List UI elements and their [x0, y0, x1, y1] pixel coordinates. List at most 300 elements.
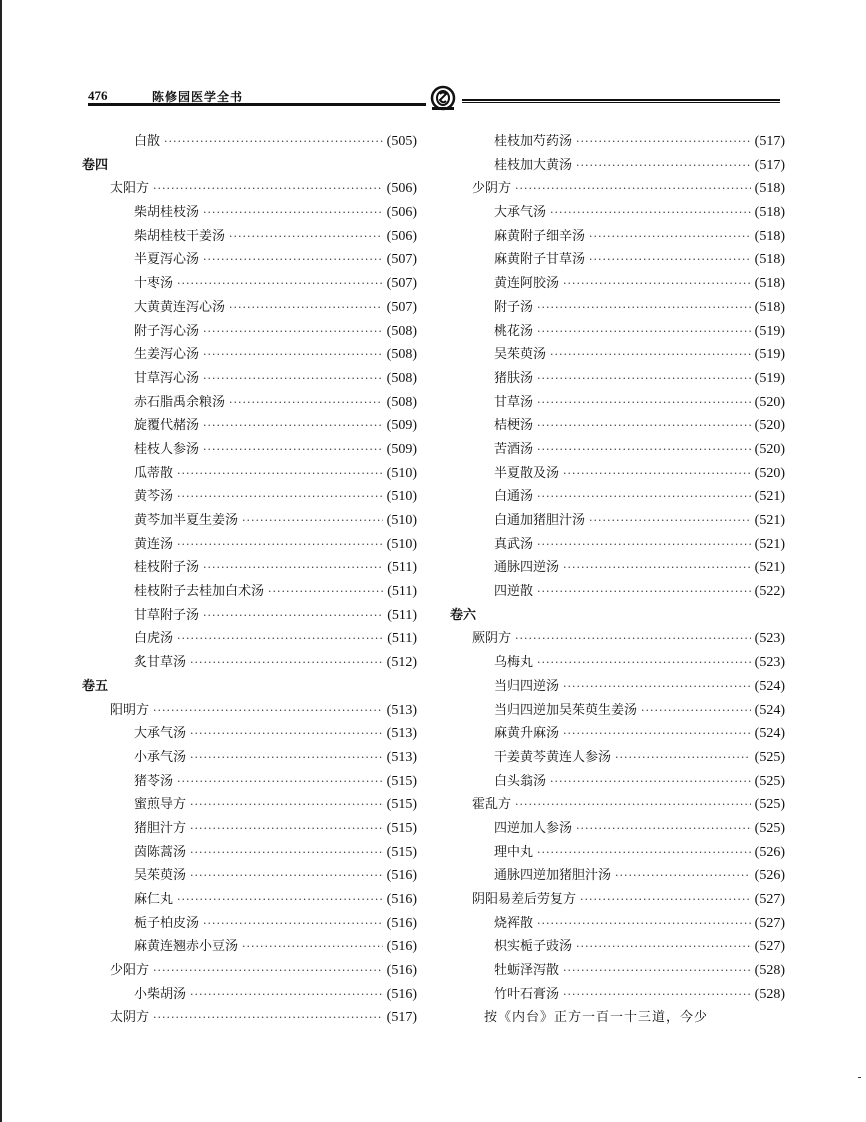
toc-page-number: (525) — [754, 797, 785, 813]
toc-note-text — [450, 1006, 785, 1030]
toc-leader-dots — [177, 888, 383, 912]
toc-entry-title: 赤石脂禹余粮汤 — [134, 394, 226, 410]
toc-leader-dots — [537, 414, 751, 438]
toc-entry — [82, 604, 417, 628]
toc-entry-title: 甘草附子汤 — [134, 607, 200, 623]
toc-page-number: (518) — [754, 228, 785, 244]
toc-page-number: (518) — [754, 205, 785, 221]
toc-entry — [82, 248, 417, 272]
toc-leader-dots — [177, 272, 383, 296]
toc-entry — [450, 343, 785, 367]
toc-leader-dots — [177, 533, 383, 557]
toc-leader-dots — [537, 912, 751, 936]
toc-entry-title: 四逆加人参汤 — [494, 820, 573, 836]
toc-entry-title: 当归四逆汤 — [494, 678, 560, 694]
publisher-emblem-icon — [428, 84, 458, 112]
toc-entry — [450, 864, 785, 888]
toc-entry-title: 卷五 — [82, 678, 109, 694]
toc-page-number: (510) — [386, 513, 417, 528]
toc-leader-dots — [153, 959, 383, 983]
toc-entry — [450, 699, 785, 723]
toc-page-number: (507) — [386, 252, 417, 268]
toc-entry — [450, 651, 785, 675]
toc-entry — [450, 841, 785, 865]
toc-leader-dots — [537, 320, 751, 344]
toc-volume-heading — [450, 604, 785, 628]
toc-entry-title: 麻黄附子甘草汤 — [494, 252, 586, 268]
toc-entry-title: 当归四逆加吴茱萸生姜汤 — [494, 702, 638, 718]
toc-leader-dots — [229, 391, 383, 415]
toc-entry — [82, 580, 417, 604]
toc-leader-dots — [563, 556, 751, 580]
toc-entry — [450, 675, 785, 699]
toc-leader-dots — [203, 912, 383, 936]
toc-entry-title: 黄芩加半夏生姜汤 — [134, 513, 239, 528]
toc-page-number: (518) — [754, 276, 785, 292]
toc-entry-title: 猪苓汤 — [134, 773, 174, 789]
toc-leader-dots — [576, 130, 751, 154]
toc-left-column — [82, 130, 417, 1030]
toc-leader-dots — [589, 248, 751, 272]
toc-page-number: (513) — [386, 726, 417, 742]
toc-entry-title: 干姜黄芩黄连人参汤 — [494, 749, 612, 765]
toc-entry-title: 少阴方 — [472, 181, 512, 197]
toc-entry-title: 牡蛎泽泻散 — [494, 963, 560, 979]
toc-section-entry — [450, 793, 785, 817]
toc-entry — [450, 201, 785, 225]
toc-entry-title: 甘草泻心汤 — [134, 370, 200, 386]
toc-entry — [82, 367, 417, 391]
toc-page-number: (505) — [386, 134, 417, 149]
toc-leader-dots — [537, 391, 751, 415]
toc-leader-dots — [589, 509, 751, 533]
toc-page-number: (520) — [754, 465, 785, 481]
toc-entry-title: 太阴方 — [110, 1010, 150, 1026]
toc-entry — [82, 533, 417, 557]
toc-entry — [450, 414, 785, 438]
toc-leader-dots — [229, 225, 383, 249]
toc-leader-dots — [580, 888, 751, 912]
toc-entry-title: 乌梅丸 — [494, 655, 534, 671]
toc-leader-dots — [203, 201, 383, 225]
toc-entry-title: 旋覆代赭汤 — [134, 418, 200, 434]
toc-page-number: (516) — [386, 868, 417, 884]
toc-leader-dots — [242, 935, 383, 959]
toc-leader-dots — [563, 272, 751, 296]
toc-leader-dots — [615, 746, 751, 770]
toc-entry — [450, 556, 785, 580]
toc-page-number: (506) — [386, 205, 417, 221]
toc-page-number: (515) — [386, 844, 417, 860]
toc-leader-dots — [268, 580, 383, 604]
toc-page-number: (510) — [386, 489, 417, 505]
toc-page-number: (523) — [754, 631, 785, 647]
toc-page-number: (519) — [754, 347, 785, 363]
toc-page-number: (524) — [754, 702, 785, 718]
toc-page-number: (527) — [754, 939, 785, 955]
toc-entry-title: 卷六 — [450, 607, 477, 623]
toc-leader-dots — [203, 604, 383, 628]
toc-entry — [450, 509, 785, 533]
toc-entry-title: 黄连阿胶汤 — [494, 276, 560, 292]
toc-page-number: (519) — [754, 370, 785, 386]
toc-entry-title: 麻黄升麻汤 — [494, 726, 560, 742]
toc-leader-dots — [576, 935, 751, 959]
toc-page-number: (522) — [754, 584, 785, 600]
toc-entry-title: 附子泻心汤 — [134, 323, 200, 339]
toc-right-column — [450, 130, 785, 1030]
toc-entry — [82, 912, 417, 936]
toc-volume-heading — [82, 675, 417, 699]
toc-page-number: (511) — [387, 631, 417, 647]
toc-leader-dots — [550, 343, 751, 367]
toc-page-number: (511) — [387, 584, 417, 600]
toc-entry — [82, 864, 417, 888]
toc-entry — [82, 485, 417, 509]
toc-entry-title: 猪胆汁方 — [134, 820, 187, 836]
toc-section-entry — [82, 177, 417, 201]
toc-page-number: (517) — [754, 134, 785, 149]
toc-leader-dots — [177, 485, 383, 509]
toc-entry-title: 大承气汤 — [494, 205, 547, 221]
toc-page-number: (513) — [386, 702, 417, 718]
toc-entry-title: 桂枝附子汤 — [134, 560, 200, 576]
toc-page-number: (513) — [386, 749, 417, 765]
toc-entry-title: 通脉四逆加猪胆汁汤 — [494, 868, 612, 884]
toc-entry — [82, 201, 417, 225]
toc-entry — [450, 533, 785, 557]
toc-section-entry — [450, 888, 785, 912]
toc-page-number: (520) — [754, 418, 785, 434]
toc-page-number: (515) — [386, 797, 417, 813]
toc-leader-dots — [515, 177, 751, 201]
toc-entry-title: 桃花汤 — [494, 323, 534, 339]
toc-page-number: (518) — [754, 181, 785, 197]
toc-leader-dots — [563, 675, 751, 699]
toc-entry-title: 白散 — [134, 134, 161, 149]
toc-page-number: (516) — [386, 915, 417, 931]
toc-entry-title: 小柴胡汤 — [134, 986, 187, 1002]
toc-page-number: (511) — [387, 560, 417, 576]
toc-page-number: (509) — [386, 441, 417, 457]
toc-entry — [82, 935, 417, 959]
toc-leader-dots — [153, 177, 383, 201]
toc-leader-dots — [177, 770, 383, 794]
toc-entry-title: 十枣汤 — [134, 276, 174, 292]
toc-entry-title: 生姜泻心汤 — [134, 347, 200, 363]
header-rule-left — [88, 103, 426, 106]
toc-page-number: (527) — [754, 892, 785, 907]
toc-leader-dots — [515, 793, 751, 817]
toc-page-number: (525) — [754, 749, 785, 765]
toc-entry — [82, 746, 417, 770]
toc-page-number: (508) — [386, 370, 417, 386]
toc-entry — [450, 272, 785, 296]
toc-page-number: (517) — [754, 157, 785, 173]
toc-leader-dots — [563, 983, 751, 1007]
toc-leader-dots — [537, 841, 751, 865]
toc-leader-dots — [537, 533, 751, 557]
toc-entry — [82, 509, 417, 533]
toc-leader-dots — [203, 248, 383, 272]
toc-entry-title: 柴胡桂枝干姜汤 — [134, 228, 226, 244]
toc-page-number: (506) — [386, 228, 417, 244]
toc-entry — [450, 746, 785, 770]
toc-page-number: (521) — [754, 513, 785, 528]
toc-entry — [450, 935, 785, 959]
toc-page-number: (506) — [386, 181, 417, 197]
toc-entry-title: 柴胡桂枝汤 — [134, 205, 200, 221]
toc-entry — [82, 627, 417, 651]
toc-leader-dots — [563, 959, 751, 983]
book-title: 陈修园医学全书 — [152, 90, 244, 104]
toc-entry — [450, 485, 785, 509]
toc-page-number: (515) — [386, 820, 417, 836]
toc-leader-dots — [203, 343, 383, 367]
toc-leader-dots — [550, 201, 751, 225]
toc-leader-dots — [576, 817, 751, 841]
toc-volume-heading — [82, 154, 417, 178]
toc-entry — [450, 983, 785, 1007]
toc-entry-title: 半夏泻心汤 — [134, 252, 200, 268]
toc-entry — [450, 438, 785, 462]
toc-entry-title: 白虎汤 — [134, 631, 174, 647]
toc-entry — [450, 817, 785, 841]
toc-section-entry — [450, 627, 785, 651]
toc-entry-title: 麻黄附子细辛汤 — [494, 228, 586, 244]
toc-leader-dots — [153, 1006, 383, 1030]
toc-entry-title: 桂枝加芍药汤 — [494, 134, 573, 149]
header-rule-right — [462, 99, 780, 103]
toc-entry — [82, 320, 417, 344]
toc-entry-title: 黄连汤 — [134, 536, 174, 552]
toc-page-number: (525) — [754, 820, 785, 836]
toc-page-number: (526) — [754, 868, 785, 884]
toc-entry-title: 附子汤 — [494, 299, 534, 315]
toc-entry — [82, 391, 417, 415]
toc-entry — [82, 130, 417, 154]
toc-entry — [450, 154, 785, 178]
toc-leader-dots — [177, 462, 383, 486]
toc-page-number: (526) — [754, 844, 785, 860]
toc-leader-dots — [242, 509, 383, 533]
toc-entry — [82, 770, 417, 794]
toc-page-number: (516) — [386, 892, 417, 907]
toc-page-number: (516) — [386, 939, 417, 955]
toc-section-entry — [82, 699, 417, 723]
toc-leader-dots — [550, 770, 751, 794]
toc-entry — [82, 983, 417, 1007]
toc-entry-title: 吴茱萸汤 — [494, 347, 547, 363]
toc-leader-dots — [563, 462, 751, 486]
toc-entry — [82, 817, 417, 841]
toc-leader-dots — [537, 296, 751, 320]
toc-entry-title: 桂枝人参汤 — [134, 441, 200, 457]
toc-page-number: (510) — [386, 465, 417, 481]
toc-section-entry — [450, 177, 785, 201]
toc-page-number: (511) — [387, 607, 417, 623]
toc-section-entry — [82, 1006, 417, 1030]
toc-leader-dots — [615, 864, 751, 888]
toc-leader-dots — [190, 746, 383, 770]
toc-leader-dots — [641, 699, 751, 723]
toc-entry-title: 阴阳易差后劳复方 — [472, 892, 577, 907]
toc-page-number: (518) — [754, 252, 785, 268]
toc-entry — [82, 225, 417, 249]
toc-entry-title: 苦酒汤 — [494, 441, 534, 457]
toc-section-entry — [82, 959, 417, 983]
toc-entry — [82, 841, 417, 865]
toc-entry — [82, 462, 417, 486]
toc-entry-title: 白通汤 — [494, 489, 534, 505]
toc-leader-dots — [537, 438, 751, 462]
toc-entry-title: 阳明方 — [110, 702, 150, 718]
toc-entry — [450, 367, 785, 391]
toc-page-number: (515) — [386, 773, 417, 789]
toc-entry-title: 甘草汤 — [494, 394, 534, 410]
toc-leader-dots — [203, 320, 383, 344]
toc-page-number: (516) — [386, 963, 417, 979]
toc-leader-dots — [589, 225, 751, 249]
toc-entry-title: 烧裈散 — [494, 915, 534, 931]
toc-page-number: (519) — [754, 323, 785, 339]
toc-entry-title: 黄芩汤 — [134, 489, 174, 505]
toc-leader-dots — [203, 438, 383, 462]
toc-entry-title: 茵陈蒿汤 — [134, 844, 187, 860]
toc-page-number: (525) — [754, 773, 785, 789]
toc-page-number: (508) — [386, 347, 417, 363]
toc-leader-dots — [203, 556, 383, 580]
toc-leader-dots — [203, 414, 383, 438]
page-number: 476 — [88, 88, 108, 103]
toc-entry — [82, 272, 417, 296]
toc-entry-title: 麻黄连翘赤小豆汤 — [134, 939, 239, 955]
scan-mark — [858, 1077, 861, 1078]
toc-entry-title: 麻仁丸 — [134, 892, 174, 907]
toc-leader-dots — [537, 485, 751, 509]
toc-leader-dots — [190, 983, 383, 1007]
toc-page-number: (524) — [754, 726, 785, 742]
toc-leader-dots — [164, 130, 383, 154]
toc-entry — [450, 580, 785, 604]
toc-entry-title: 按《内台》正方一百一十三道，今少 — [484, 1010, 709, 1026]
toc-page-number: (521) — [754, 489, 785, 505]
toc-entry-title: 蜜煎导方 — [134, 797, 187, 813]
toc-entry-title: 白通加猪胆汁汤 — [494, 513, 586, 528]
toc-page-number: (512) — [386, 655, 417, 671]
toc-entry-title: 栀子柏皮汤 — [134, 915, 200, 931]
toc-leader-dots — [190, 722, 383, 746]
toc-entry-title: 大承气汤 — [134, 726, 187, 742]
toc-leader-dots — [190, 841, 383, 865]
toc-page-number: (510) — [386, 536, 417, 552]
toc-page-number: (518) — [754, 299, 785, 315]
toc-leader-dots — [190, 817, 383, 841]
toc-entry-title: 厥阴方 — [472, 631, 512, 647]
toc-leader-dots — [563, 722, 751, 746]
toc-leader-dots — [190, 864, 383, 888]
toc-page-number: (521) — [754, 560, 785, 576]
toc-entry-title: 桂枝附子去桂加白术汤 — [134, 584, 265, 600]
toc-entry-title: 通脉四逆汤 — [494, 560, 560, 576]
toc-page-number: (520) — [754, 394, 785, 410]
toc-entry — [82, 343, 417, 367]
toc-entry-title: 霍乱方 — [472, 797, 512, 813]
toc-entry — [450, 296, 785, 320]
toc-page-number: (508) — [386, 394, 417, 410]
toc-leader-dots — [190, 793, 383, 817]
toc-entry-title: 太阳方 — [110, 181, 150, 197]
page-left-border — [0, 0, 2, 1122]
toc-entry-title: 猪肤汤 — [494, 370, 534, 386]
toc-entry-title: 少阳方 — [110, 963, 150, 979]
toc-leader-dots — [229, 296, 383, 320]
toc-entry — [450, 225, 785, 249]
toc-entry — [450, 912, 785, 936]
toc-entry — [450, 130, 785, 154]
toc-entry — [82, 556, 417, 580]
page-header — [0, 84, 866, 114]
toc-entry — [450, 248, 785, 272]
toc-leader-dots — [190, 651, 383, 675]
toc-entry-title: 白头翁汤 — [494, 773, 547, 789]
toc-entry-title: 半夏散及汤 — [494, 465, 560, 481]
toc-page-number: (517) — [386, 1010, 417, 1026]
toc-entry-title: 真武汤 — [494, 536, 534, 552]
toc-page-number: (527) — [754, 915, 785, 931]
toc-entry — [450, 770, 785, 794]
toc-leader-dots — [515, 627, 751, 651]
toc-entry-title: 理中丸 — [494, 844, 534, 860]
toc-entry-title: 吴茱萸汤 — [134, 868, 187, 884]
toc-leader-dots — [177, 627, 383, 651]
toc-page-number: (524) — [754, 678, 785, 694]
toc-page-number: (528) — [754, 986, 785, 1002]
toc-page-number: (507) — [386, 276, 417, 292]
toc-leader-dots — [537, 651, 751, 675]
toc-leader-dots — [203, 367, 383, 391]
toc-entry — [82, 414, 417, 438]
toc-page-number: (521) — [754, 536, 785, 552]
toc-entry — [82, 438, 417, 462]
toc-entry-title: 小承气汤 — [134, 749, 187, 765]
toc-leader-dots — [537, 367, 751, 391]
toc-page-number: (509) — [386, 418, 417, 434]
toc-page-number: (508) — [386, 323, 417, 339]
toc-entry-title: 瓜蒂散 — [134, 465, 174, 481]
toc-entry — [82, 888, 417, 912]
toc-page-number: (528) — [754, 963, 785, 979]
toc-entry — [450, 722, 785, 746]
toc-entry-title: 桂枝加大黄汤 — [494, 157, 573, 173]
toc-leader-dots — [537, 580, 751, 604]
toc-entry — [82, 793, 417, 817]
toc-leader-dots — [576, 154, 751, 178]
toc-entry-title: 四逆散 — [494, 584, 534, 600]
toc-entry — [450, 959, 785, 983]
toc-entry — [82, 296, 417, 320]
toc-entry-title: 竹叶石膏汤 — [494, 986, 560, 1002]
toc-entry-title: 炙甘草汤 — [134, 655, 187, 671]
toc-leader-dots — [153, 699, 383, 723]
toc-entry-title: 桔梗汤 — [494, 418, 534, 434]
toc-entry-title: 枳实栀子豉汤 — [494, 939, 573, 955]
toc-entry — [82, 722, 417, 746]
toc-page-number: (523) — [754, 655, 785, 671]
toc-entry — [450, 320, 785, 344]
toc-entry — [450, 391, 785, 415]
toc-page-number: (516) — [386, 986, 417, 1002]
